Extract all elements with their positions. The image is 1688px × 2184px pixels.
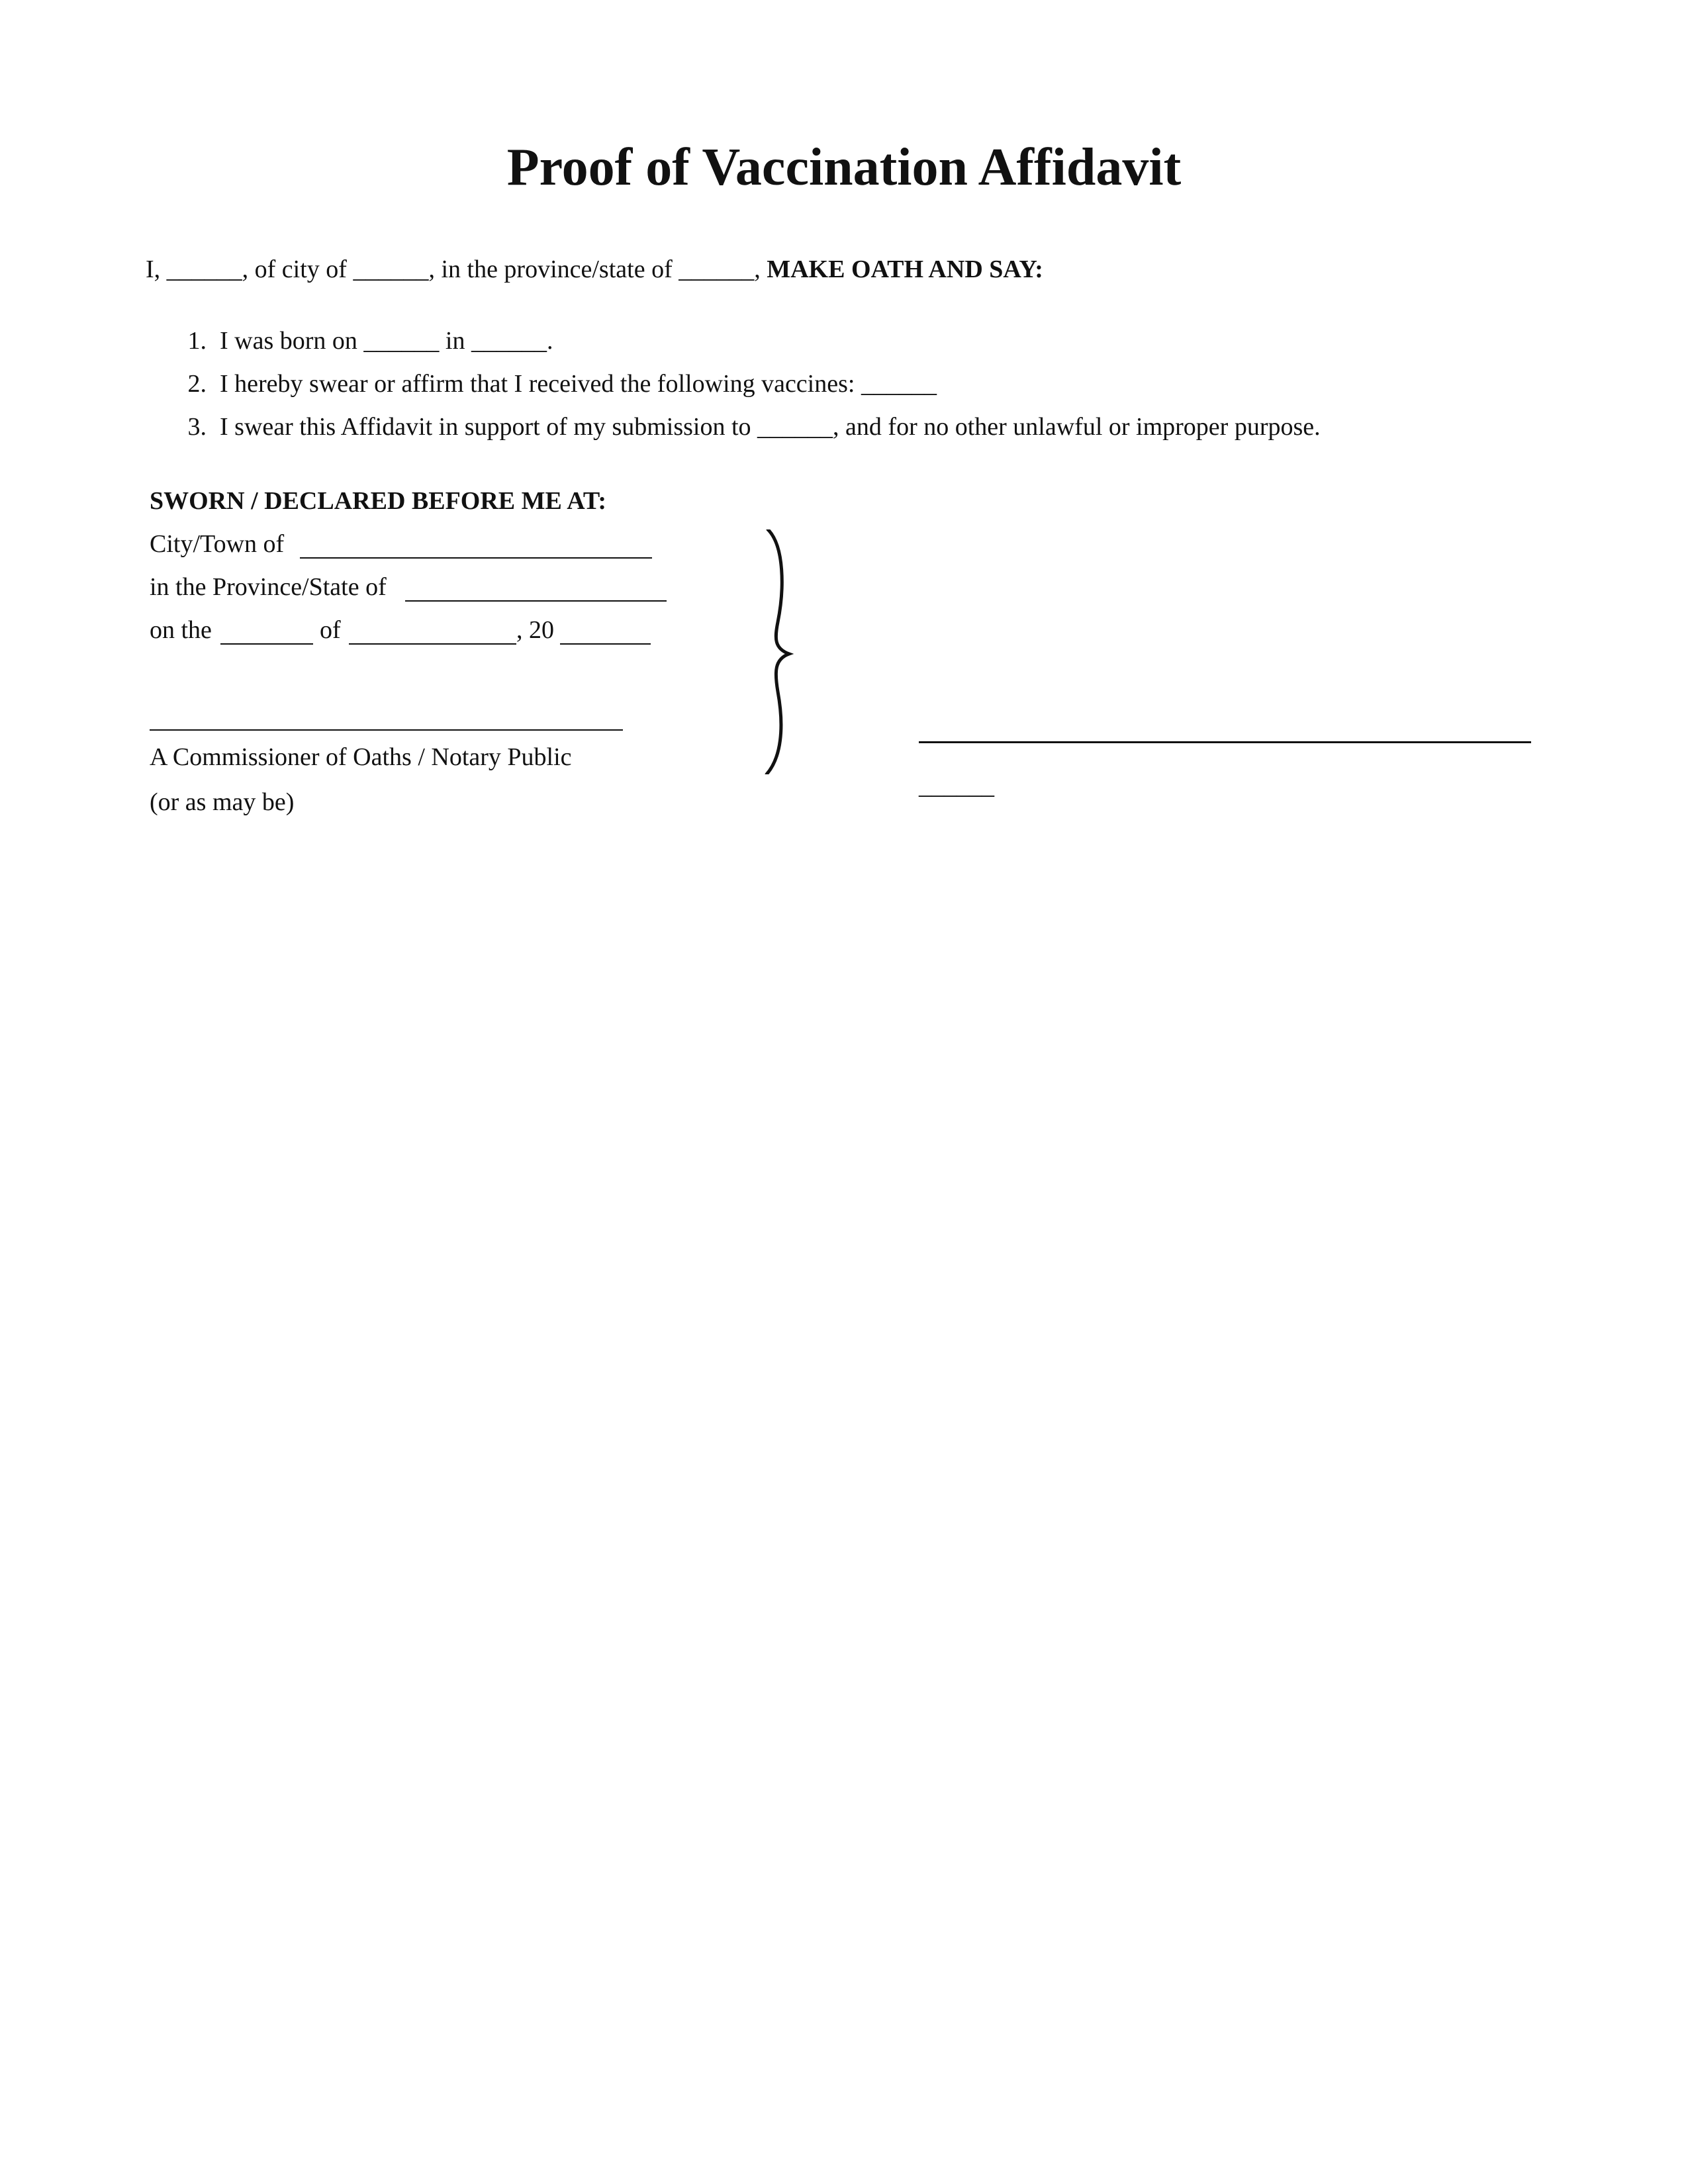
oath-part-city: , of city of xyxy=(242,255,353,283)
province-blank[interactable]: ______ xyxy=(679,255,755,283)
date-on-label: on the xyxy=(150,616,212,644)
brace-icon xyxy=(755,529,794,774)
item-number: 3. xyxy=(187,413,207,441)
oath-statement xyxy=(146,255,1043,285)
date-of-label: of xyxy=(320,616,341,644)
oath-prefix: I, xyxy=(146,255,161,283)
province-field[interactable] xyxy=(405,600,667,602)
deponent-name-blank[interactable]: ______ xyxy=(919,772,994,799)
deponent-signature-line[interactable] xyxy=(919,741,1531,743)
sworn-heading: SWORN / DECLARED BEFORE ME AT: xyxy=(150,487,607,515)
commissioner-signature-line[interactable] xyxy=(150,729,623,731)
list-item xyxy=(146,367,1321,410)
commissioner-subtitle: (or as may be) xyxy=(150,788,295,816)
document-title: Proof of Vaccination Affidavit xyxy=(506,138,1182,197)
city-field[interactable] xyxy=(300,557,652,559)
item-number: 2. xyxy=(187,370,207,398)
year-field[interactable] xyxy=(560,643,651,645)
list-item xyxy=(146,324,1321,367)
city-blank[interactable]: ______ xyxy=(353,255,429,283)
list-item xyxy=(146,410,1321,453)
item-text: I hereby swear or affirm that I received the following vaccines: ______ xyxy=(220,370,937,398)
item-text: I swear this Affidavit in support of my submission to ______, and for no other unlawful or improper purpose. xyxy=(220,413,1321,441)
item-number: 1. xyxy=(187,327,207,355)
commissioner-title: A Commissioner of Oaths / Notary Public xyxy=(150,743,572,771)
name-blank[interactable]: ______ xyxy=(166,255,242,283)
affidavit-items xyxy=(146,324,1321,453)
item-text: I was born on ______ in ______. xyxy=(220,327,553,355)
make-oath-label: MAKE OATH AND SAY: xyxy=(767,255,1043,283)
month-field[interactable] xyxy=(349,643,516,645)
province-label: in the Province/State of xyxy=(150,573,387,601)
city-label: City/Town of xyxy=(150,530,285,558)
day-field[interactable] xyxy=(220,643,313,645)
oath-part-province: , in the province/state of xyxy=(428,255,679,283)
oath-part-comma: , xyxy=(754,255,767,283)
date-year-label: , 20 xyxy=(516,616,554,644)
